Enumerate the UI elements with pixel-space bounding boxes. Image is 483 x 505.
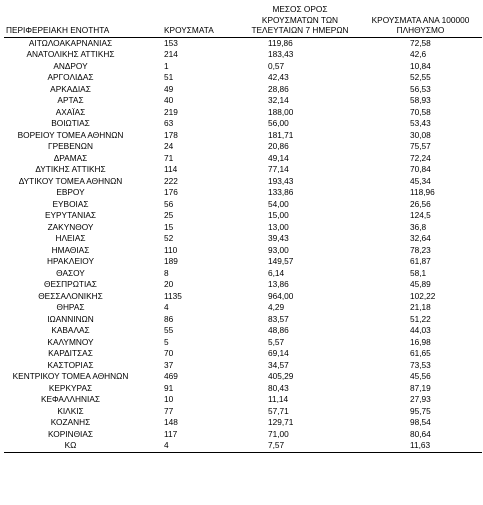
cell-avg-7-days: 83,57 (268, 313, 289, 324)
cell-cases: 71 (164, 152, 174, 163)
cell-region: ΚΩ (4, 440, 137, 452)
cell-region: ΗΛΕΙΑΣ (55, 233, 86, 243)
cell-region: ΘΗΡΑΣ (56, 302, 85, 312)
cell-region: ΒΟΡΕΙΟΥ ΤΟΜΕΑ ΑΘΗΝΩΝ (17, 129, 124, 140)
cell-avg-7-days: 7,57 (241, 440, 359, 452)
cell-cases: 1135 (164, 290, 182, 301)
table-row (4, 49, 482, 61)
cell-cases: 24 (164, 141, 174, 151)
cell-cases-per-100k: 70,84 (410, 164, 431, 174)
cell-avg-7-days: 6,14 (268, 267, 285, 278)
cell-cases: 8 (164, 267, 169, 278)
cell-cases: 5 (164, 336, 169, 347)
table-body (4, 37, 482, 452)
table-row (4, 141, 482, 153)
cell-avg-7-days: 188,00 (268, 106, 294, 117)
cell-cases-per-100k: 72,24 (410, 152, 431, 163)
cell-cases: 469 (164, 371, 178, 381)
table-row (4, 371, 482, 383)
cell-cases: 4 (137, 440, 241, 452)
table-row (4, 256, 482, 268)
cell-avg-7-days: 39,43 (268, 233, 289, 243)
cell-cases: 219 (164, 106, 178, 117)
cell-cases-per-100k: 78,23 (410, 244, 431, 255)
cell-cases: 20 (164, 279, 174, 289)
cell-region: ΑΡΓΟΛΙΔΑΣ (47, 72, 94, 82)
cell-region: ΔΡΑΜΑΣ (53, 152, 88, 163)
cell-region: ΒΟΙΩΤΙΑΣ (51, 118, 90, 128)
cell-cases: 51 (164, 72, 174, 82)
cell-cases-per-100k: 58,1 (410, 267, 427, 278)
cell-cases-per-100k: 87,19 (410, 382, 431, 393)
table-row (4, 302, 482, 314)
cell-region: ΑΡΤΑΣ (57, 95, 84, 105)
cell-avg-7-days: 49,14 (268, 152, 289, 163)
cell-region: ΚΑΒΑΛΑΣ (51, 325, 90, 335)
header-avg-line-2: ΚΡΟΥΣΜΑΤΩΝ ΤΩΝ (261, 14, 339, 25)
cell-cases-per-100k: 58,93 (410, 95, 431, 105)
table-row (4, 176, 482, 188)
table-row (4, 61, 482, 73)
cell-avg-7-days: 34,57 (268, 359, 289, 370)
cell-avg-7-days: 57,71 (268, 405, 289, 416)
cell-region: ΓΡΕΒΕΝΩΝ (48, 141, 93, 151)
cell-cases: 1 (164, 60, 169, 71)
cell-cases: 40 (164, 95, 174, 105)
table-row (4, 164, 482, 176)
cell-cases: 214 (164, 49, 178, 59)
cell-avg-7-days: 193,43 (268, 175, 294, 186)
cell-avg-7-days: 11,14 (268, 394, 289, 404)
cell-avg-7-days: 48,86 (268, 325, 289, 335)
table-row (4, 383, 482, 395)
table-row (4, 95, 482, 107)
cell-region: ΚΟΡΙΝΘΙΑΣ (48, 428, 93, 439)
table-header (4, 4, 482, 37)
cell-avg-7-days: 5,57 (268, 336, 285, 347)
cell-region: ΘΕΣΠΡΩΤΙΑΣ (44, 279, 97, 289)
table-row (4, 406, 482, 418)
cell-cases: 37 (164, 359, 174, 370)
cell-region: ΙΩΑΝΝΙΝΩΝ (47, 313, 94, 324)
cell-cases: 153 (164, 37, 178, 48)
cell-cases-per-100k: 16,98 (410, 336, 431, 347)
cell-cases-per-100k: 73,53 (410, 359, 431, 370)
table-row (4, 440, 482, 452)
header-avg-line-3: ΤΕΛΕΥΤΑΙΩΝ 7 ΗΜΕΡΩΝ (251, 25, 349, 35)
table-row (4, 187, 482, 199)
cell-cases-per-100k: 11,63 (359, 440, 482, 452)
header-avg (241, 4, 359, 37)
cell-region: ΑΙΤΩΛΟΑΚΑΡΝΑΝΙΑΣ (28, 37, 113, 48)
cell-cases-per-100k: 21,18 (410, 302, 431, 312)
cell-region: ΗΡΑΚΛΕΙΟΥ (46, 256, 95, 266)
cell-region: ΚΑΡΔΙΤΣΑΣ (48, 348, 93, 358)
cell-cases-per-100k: 56,53 (410, 83, 431, 94)
cell-avg-7-days: 69,14 (268, 348, 289, 358)
cell-avg-7-days: 28,86 (268, 83, 289, 94)
cell-cases-per-100k: 44,03 (410, 325, 431, 335)
cell-cases: 77 (164, 405, 174, 416)
cell-cases: 4 (164, 302, 169, 312)
cell-avg-7-days: 129,71 (268, 417, 294, 427)
table-row (4, 153, 482, 165)
cell-cases-per-100k: 118,96 (410, 187, 435, 197)
cell-region: ΘΕΣΣΑΛΟΝΙΚΗΣ (38, 290, 103, 301)
table-row (4, 107, 482, 119)
cell-region: ΑΝΑΤΟΛΙΚΗΣ ΑΤΤΙΚΗΣ (26, 49, 115, 59)
cell-cases: 70 (164, 348, 174, 358)
table-row (4, 291, 482, 303)
table-row (4, 417, 482, 429)
cell-cases-per-100k: 26,56 (410, 198, 431, 209)
cell-cases: 55 (164, 325, 174, 335)
cell-region: ΑΝΔΡΟΥ (53, 60, 88, 71)
cell-cases: 52 (164, 233, 174, 243)
cell-cases: 15 (164, 221, 174, 232)
cell-cases: 117 (164, 428, 178, 439)
cell-cases-per-100k: 61,87 (410, 256, 431, 266)
table-row (4, 233, 482, 245)
cell-cases-per-100k: 36,8 (410, 221, 427, 232)
cell-region: ΘΑΣΟΥ (56, 267, 85, 278)
cell-region: ΕΥΡΥΤΑΝΙΑΣ (44, 210, 97, 220)
cell-avg-7-days: 77,14 (268, 164, 289, 174)
cell-cases-per-100k: 32,64 (410, 233, 431, 243)
cell-avg-7-days: 181,71 (268, 129, 294, 140)
table-row (4, 210, 482, 222)
cell-region: ΕΥΒΟΙΑΣ (52, 198, 89, 209)
cell-avg-7-days: 133,86 (268, 187, 294, 197)
cell-avg-7-days: 80,43 (268, 382, 289, 393)
header-cases (137, 4, 241, 37)
cell-cases-per-100k: 45,56 (410, 371, 431, 381)
table-row (4, 118, 482, 130)
cell-region: ΚΕΝΤΡΙΚΟΥ ΤΟΜΕΑ ΑΘΗΝΩΝ (12, 371, 129, 381)
cell-avg-7-days: 93,00 (268, 244, 289, 255)
cell-cases-per-100k: 10,84 (410, 60, 431, 71)
table-row (4, 360, 482, 372)
cell-avg-7-days: 42,43 (268, 72, 289, 82)
cell-cases: 25 (164, 210, 174, 220)
cell-region: ΔΥΤΙΚΗΣ ΑΤΤΙΚΗΣ (35, 164, 106, 174)
cell-region: ΑΡΚΑΔΙΑΣ (50, 83, 91, 94)
cell-cases-per-100k: 45,34 (410, 175, 431, 186)
cell-region: ΖΑΚΥΝΘΟΥ (47, 221, 94, 232)
cell-cases-per-100k: 61,65 (410, 348, 431, 358)
cell-avg-7-days: 119,86 (268, 37, 293, 48)
cell-avg-7-days: 964,00 (268, 290, 294, 301)
cell-cases-per-100k: 98,54 (410, 417, 431, 427)
table-row (4, 429, 482, 441)
table-row (4, 279, 482, 291)
header-avg-line-1: ΜΕΣΟΣ ΟΡΟΣ (272, 4, 328, 14)
cell-region: ΗΜΑΘΙΑΣ (51, 244, 90, 255)
cell-region: ΚΟΖΑΝΗΣ (50, 417, 91, 427)
cell-cases: 148 (164, 417, 178, 427)
cell-avg-7-days: 71,00 (268, 428, 289, 439)
cell-cases: 176 (164, 187, 178, 197)
cell-cases-per-100k: 75,57 (410, 141, 431, 151)
cell-cases: 63 (164, 118, 174, 128)
table-row (4, 72, 482, 84)
cell-cases-per-100k: 80,64 (410, 428, 431, 439)
cell-cases: 56 (164, 198, 174, 209)
cell-region: ΚΑΣΤΟΡΙΑΣ (47, 359, 94, 370)
cell-cases-per-100k: 95,75 (410, 405, 431, 416)
cell-cases-per-100k: 45,89 (410, 279, 431, 289)
cell-cases: 10 (164, 394, 174, 404)
cell-cases-per-100k: 70,58 (410, 106, 431, 117)
cell-region: ΚΕΡΚΥΡΑΣ (48, 382, 93, 393)
cell-avg-7-days: 405,29 (268, 371, 294, 381)
header-row (4, 4, 482, 37)
table-row (4, 37, 482, 49)
cell-cases-per-100k: 102,22 (410, 290, 436, 301)
table-row (4, 337, 482, 349)
cell-region: ΑΧΑΪΑΣ (55, 106, 86, 117)
table-row (4, 199, 482, 211)
cell-cases-per-100k: 52,55 (410, 72, 431, 82)
cell-avg-7-days: 13,00 (268, 221, 289, 232)
header-per100k-line-1: ΚΡΟΥΣΜΑΤΑ ΑΝΑ 100000 (371, 14, 470, 25)
table-row (4, 84, 482, 96)
table-row (4, 314, 482, 326)
table-row (4, 245, 482, 257)
cell-cases: 114 (164, 164, 178, 174)
cell-avg-7-days: 4,29 (268, 302, 285, 312)
cell-avg-7-days: 149,57 (268, 256, 294, 266)
table-row (4, 222, 482, 234)
header-cases-label: ΚΡΟΥΣΜΑΤΑ (164, 25, 214, 35)
cell-cases-per-100k: 27,93 (410, 394, 431, 404)
cell-cases: 222 (164, 175, 178, 186)
cell-cases: 86 (164, 313, 174, 324)
table-row (4, 130, 482, 142)
cell-cases-per-100k: 42,6 (410, 49, 427, 59)
cell-avg-7-days: 183,43 (268, 49, 294, 59)
header-region-label: ΠΕΡΙΦΕΡΕΙΑΚΗ ΕΝΟΤΗΤΑ (6, 25, 110, 35)
cell-avg-7-days: 0,57 (268, 60, 285, 71)
header-per100k-line-2: ΠΛΗΘΥΣΜΟ (396, 25, 445, 35)
cell-avg-7-days: 32,14 (268, 95, 289, 105)
header-region (4, 4, 137, 37)
cell-cases-per-100k: 30,08 (410, 129, 431, 140)
table-row (4, 394, 482, 406)
cell-region: ΚΙΛΚΙΣ (57, 405, 84, 416)
cell-avg-7-days: 54,00 (268, 198, 289, 209)
cell-cases: 189 (164, 256, 178, 266)
table-row (4, 268, 482, 280)
cell-region: ΕΒΡΟΥ (56, 187, 85, 197)
cell-region: ΚΑΛΥΜΝΟΥ (47, 336, 94, 347)
cell-cases-per-100k: 72,58 (410, 37, 431, 48)
header-per100k (359, 4, 482, 37)
cell-avg-7-days: 56,00 (268, 118, 289, 128)
cell-cases-per-100k: 51,22 (410, 313, 431, 324)
cell-cases-per-100k: 124,5 (410, 210, 431, 220)
table-row (4, 325, 482, 337)
table-row (4, 348, 482, 360)
cases-table (4, 4, 482, 453)
cell-cases: 178 (164, 129, 178, 140)
cell-avg-7-days: 13,86 (268, 279, 289, 289)
cell-cases: 91 (164, 382, 174, 393)
cell-region: ΚΕΦΑΛΛΗΝΙΑΣ (40, 394, 101, 404)
cell-cases: 110 (164, 244, 178, 255)
cell-cases-per-100k: 53,43 (410, 118, 431, 128)
cell-region: ΔΥΤΙΚΟΥ ΤΟΜΕΑ ΑΘΗΝΩΝ (18, 175, 123, 186)
cell-cases: 49 (164, 83, 174, 94)
cell-avg-7-days: 20,86 (268, 141, 289, 151)
cell-avg-7-days: 15,00 (268, 210, 289, 220)
